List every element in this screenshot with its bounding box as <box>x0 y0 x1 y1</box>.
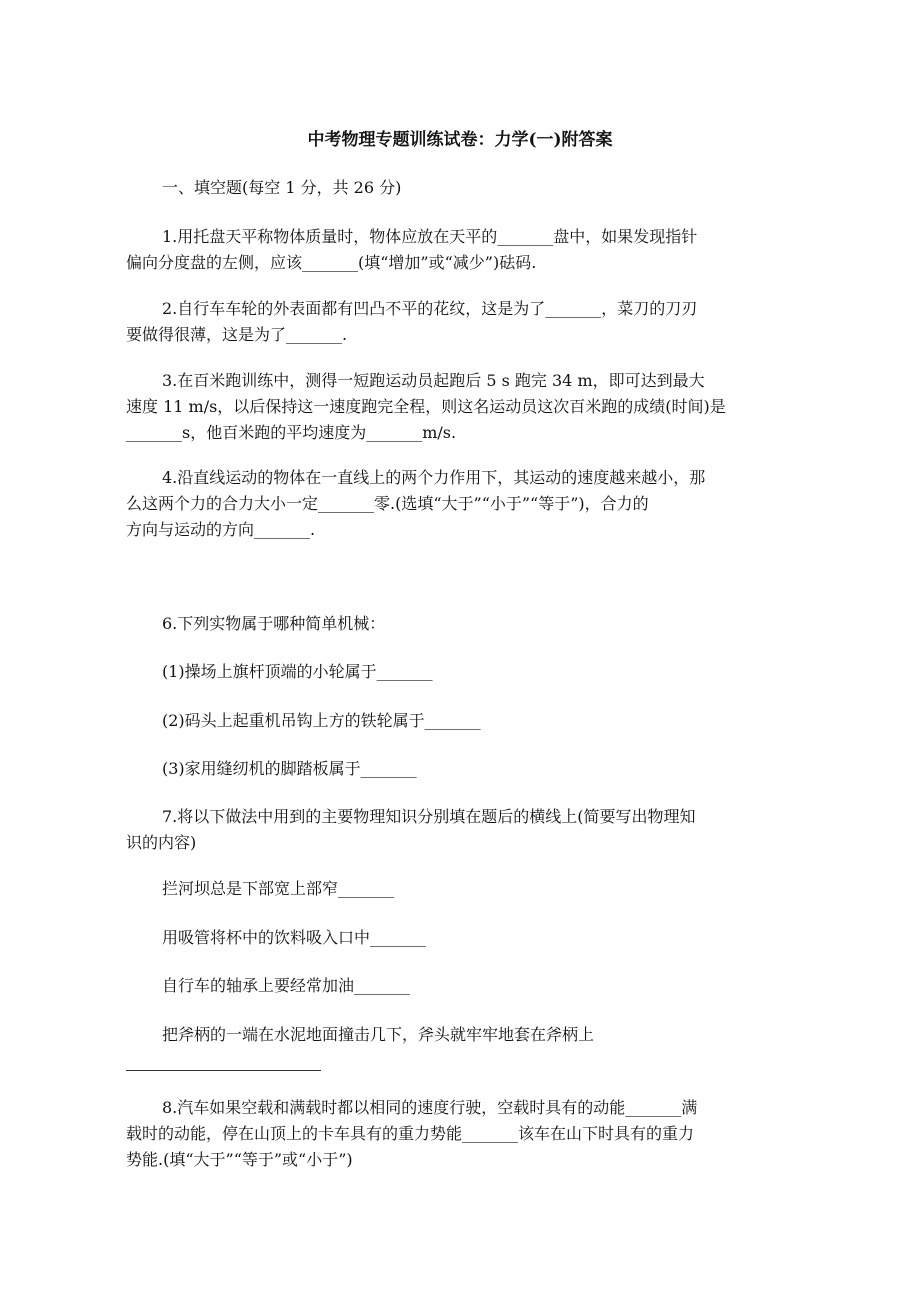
question-1-line-2: 偏向分度盘的左侧，应该_______(填“增加”或“减少”)砝码. <box>126 253 537 272</box>
question-7-item: 拦河坝总是下部宽上部窄_______ <box>162 879 395 898</box>
question-6-item: (2)码头上起重机吊钩上方的铁轮属于_______ <box>162 711 481 730</box>
question-8-line-2: 载时的动能，停在山顶上的卡车具有的重力势能_______该车在山下时具有的重力 <box>126 1124 695 1143</box>
question-7-item: 把斧柄的一端在水泥地面撞击几下，斧头就牢牢地套在斧柄上 <box>162 1025 595 1044</box>
question-1 <box>126 224 806 276</box>
question-3-line-2: 速度 11 m/s，以后保持这一速度跑完全程，则这名运动员这次百米跑的成绩(时间)是 <box>126 397 726 416</box>
question-4 <box>126 465 806 543</box>
page-title: 中考物理专题训练试卷：力学(一)附答案 <box>307 130 613 150</box>
question-2-line-2: 要做得很薄，这是为了_______. <box>126 325 348 344</box>
question-8-line-1: 8.汽车如果空载和满载时都以相同的速度行驶，空载时具有的动能_______满 <box>162 1098 698 1117</box>
question-3-line-1: 3.在百米跑训练中，测得一短跑运动员起跑后 5 s 跑完 34 m，即可达到最大 <box>162 371 705 390</box>
question-7 <box>126 804 806 856</box>
question-8 <box>126 1095 806 1173</box>
question-1-line-1: 1.用托盘天平称物体质量时，物体应放在天平的_______盘中，如果发现指针 <box>162 227 698 246</box>
question-6-item: (3)家用缝纫机的脚踏板属于_______ <box>162 759 417 778</box>
question-4-line-1: 4.沿直线运动的物体在一直线上的两个力作用下，其运动的速度越来越小，那 <box>162 468 706 487</box>
section-heading: 一、填空题(每空 1 分，共 26 分) <box>162 178 402 197</box>
question-7-line-2: 识的内容) <box>126 833 197 852</box>
question-7-item: 自行车的轴承上要经常加油_______ <box>162 976 411 995</box>
question-6-item: (1)操场上旗杆顶端的小轮属于_______ <box>162 662 433 681</box>
question-3 <box>126 368 806 446</box>
question-7-item: 用吸管将杯中的饮料吸入口中_______ <box>162 928 427 947</box>
question-3-line-3: _______s，他百米跑的平均速度为_______m/s. <box>126 423 457 442</box>
question-2 <box>126 296 806 348</box>
question-8-line-3: 势能.(填“大于”“等于”或“小于”) <box>126 1150 353 1169</box>
question-7-line-1: 7.将以下做法中用到的主要物理知识分别填在题后的横线上(简要写出物理知 <box>162 807 696 826</box>
question-4-line-3: 方向与运动的方向_______. <box>126 520 316 539</box>
question-4-line-2: 么这两个力的合力大小一定_______零.(选填“大于”“小于”“等于”)，合力的 <box>126 494 649 513</box>
question-6-stem: 6.下列实物属于哪种简单机械： <box>162 614 386 633</box>
answer-blank-line <box>126 1070 321 1071</box>
question-2-line-1: 2.自行车车轮的外表面都有凹凸不平的花纹，这是为了_______，菜刀的刀刃 <box>162 299 698 318</box>
